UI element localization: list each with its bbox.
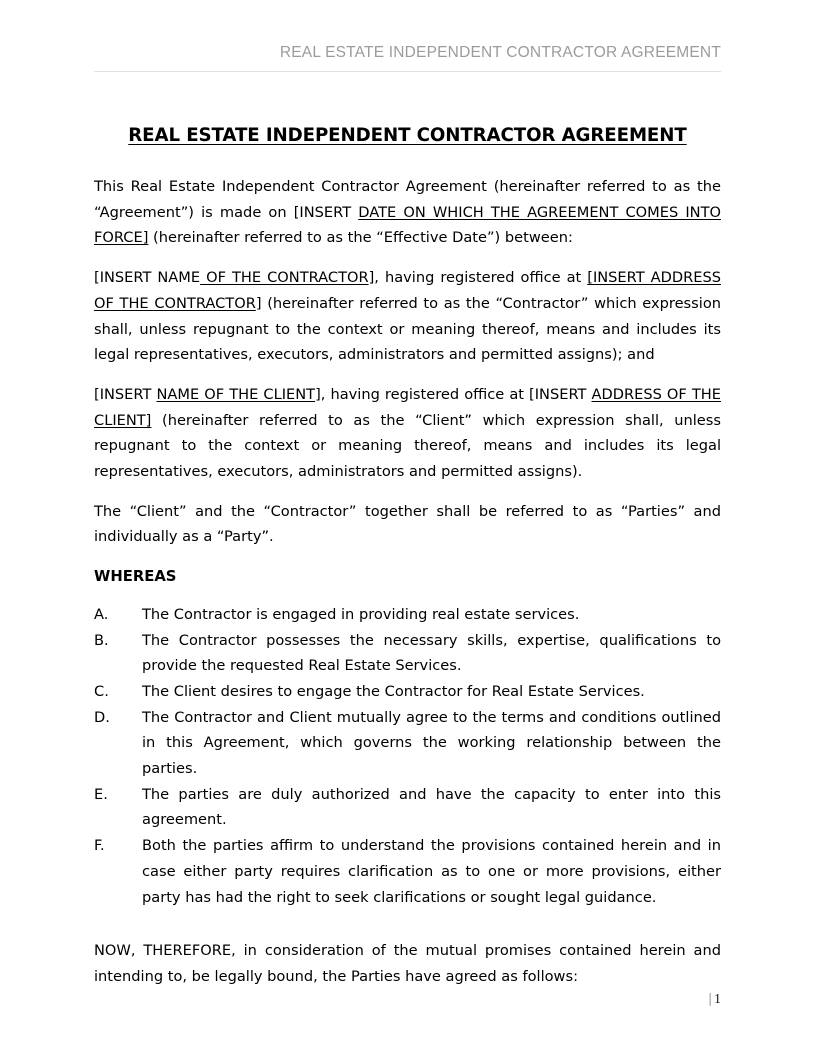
contractor-segment-1: [INSERT NAME [94, 269, 201, 287]
recital-text: The Client desires to engage the Contractor for Real Estate Services. [142, 682, 645, 700]
list-item [94, 679, 721, 705]
page-number: 1 [714, 992, 721, 1007]
recital-text: The Contractor and Client mutually agree to the terms and conditions outlined in this Agreement, which governs the working relationship between the parties. [142, 708, 721, 778]
intro-placeholder-date: DATE ON WHICH THE AGREEMENT COMES INTO FORCE] [94, 203, 721, 247]
whereas-heading: WHEREAS [94, 568, 177, 586]
recital-text: The Contractor possesses the necessary skills, expertise, qualifications to provide the requested Real Estate Services. [142, 631, 721, 675]
page-title-text: REAL ESTATE INDEPENDENT CONTRACTOR AGREEMENT [128, 125, 687, 146]
paragraph-client [94, 382, 721, 485]
intro-segment-3: (hereinafter referred to as the “Effective Date”) between: [148, 229, 573, 247]
list-item [94, 705, 721, 782]
recital-text: The Contractor is engaged in providing real estate services. [142, 605, 580, 623]
running-header: REAL ESTATE INDEPENDENT CONTRACTOR AGREEMENT [279, 44, 721, 61]
contractor-segment-3: ], having registered office at [368, 269, 588, 287]
recital-marker: D. [94, 708, 110, 726]
list-item [94, 628, 721, 679]
paragraph-closing: NOW, THEREFORE, in consideration of the mutual promises contained herein and intending to, be legally bound, the Parties have agreed as follows: [94, 942, 721, 985]
recital-marker: E. [94, 785, 108, 803]
client-placeholder-address: ADDRESS OF THE CLIENT] [94, 385, 721, 429]
client-segment-5: (hereinafter referred to as the “Client” which expression shall, unless repugnant to the context or meaning thereof, means and includes its legal representatives, executors, administrators and permitted assigns). [94, 411, 721, 481]
recital-marker: F. [94, 837, 105, 855]
recital-marker: A. [94, 605, 109, 623]
header-divider-rule [94, 71, 721, 72]
paragraph-contractor [94, 265, 721, 368]
paragraph-intro [94, 174, 721, 251]
recital-marker: C. [94, 682, 109, 700]
contractor-segment-5: ] (hereinafter referred to as the “Contractor” which expression shall, unless repugnant to the context or meaning thereof, means and includes its legal representatives, executors, administrators and permitted assigns); and [94, 294, 721, 364]
list-item [94, 602, 721, 628]
document-body [94, 122, 721, 990]
page-title [94, 122, 721, 150]
client-placeholder-name: NAME OF THE CLIENT [156, 385, 316, 403]
client-segment-3: ], having registered office at [INSERT [315, 385, 592, 403]
contractor-placeholder-address: [INSERT ADDRESS OF THE CONTRACTOR [94, 269, 721, 312]
list-item [94, 833, 721, 910]
recital-text: Both the parties affirm to understand the provisions contained herein and in case either party requires clarification as to one or more provisions, either party has had the right to seek clarifications or sought legal guidance. [142, 837, 721, 906]
page-footer [94, 988, 721, 1010]
list-item [94, 782, 721, 833]
client-segment-1: [INSERT [94, 385, 157, 403]
recitals-list [94, 602, 721, 910]
contractor-placeholder-name: OF THE CONTRACTOR [200, 269, 369, 287]
recital-text: The parties are duly authorized and have the capacity to enter into this agreement. [142, 785, 721, 829]
recital-marker: B. [94, 631, 109, 649]
intro-segment-1: This Real Estate Independent Contractor Agreement (hereinafter referred to as the “Agreement”) is made on [INSERT [94, 178, 721, 221]
paragraph-parties: The “Client” and the “Contractor” together shall be referred to as “Parties” and individually as a “Party”. [94, 502, 721, 546]
footer-separator: | [708, 990, 712, 1006]
